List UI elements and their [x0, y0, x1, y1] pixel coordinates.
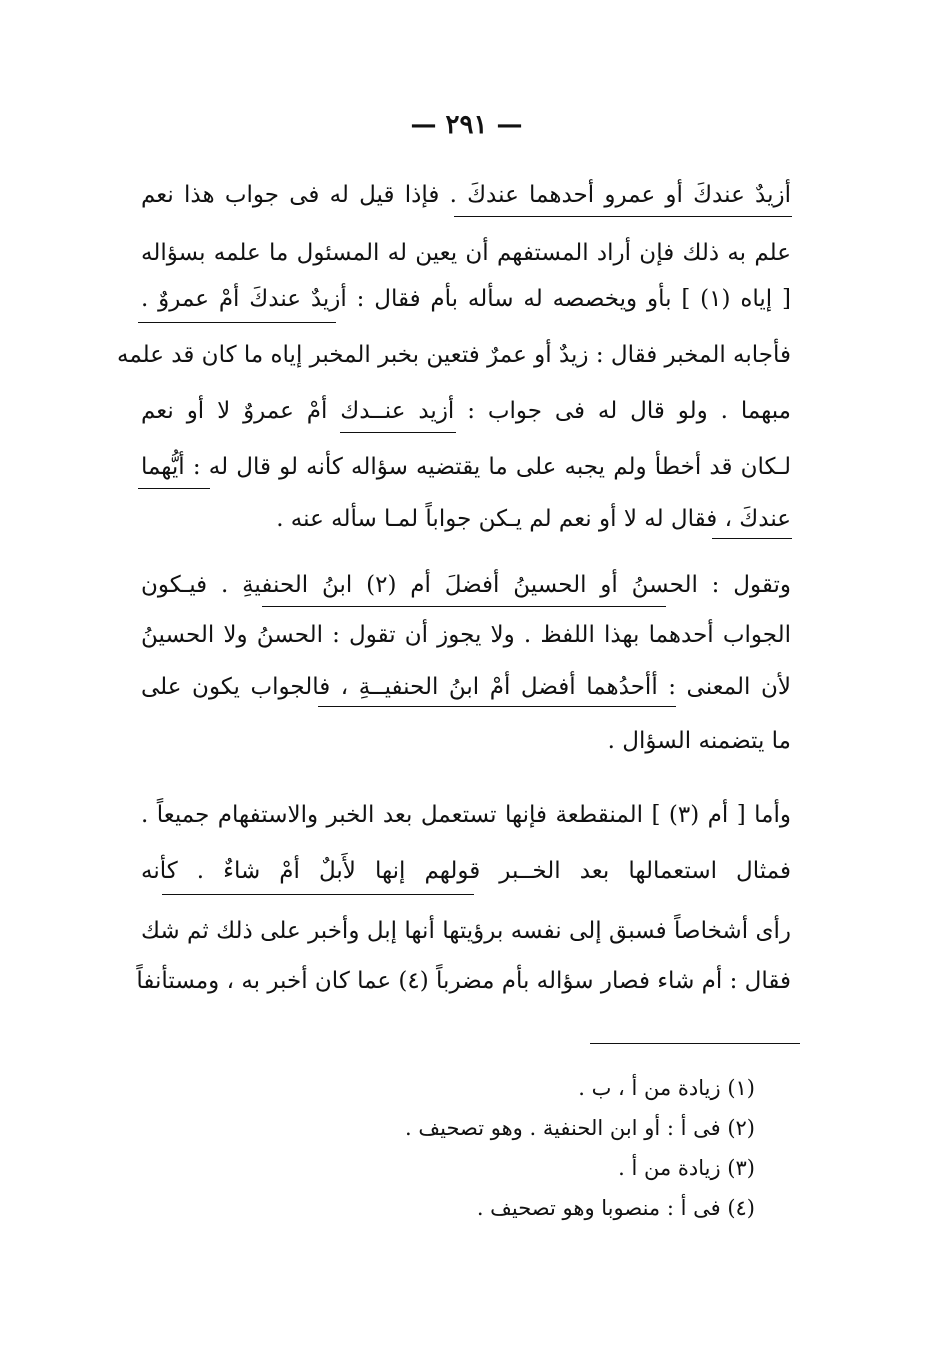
- underline-rule: [138, 488, 210, 489]
- text-line-10: لأن المعنى : أأحدُهما أفضل أمْ ابنُ الحنفيــةِ ، فالجواب يكون على: [141, 674, 791, 700]
- text-line-13: فمثال استعمالها بعد الخــبر قولهم إنها لأَبلٌ أمْ شاءٌ . كأنه: [141, 858, 791, 884]
- underline-rule: [138, 322, 336, 323]
- underline-rule: [162, 894, 474, 895]
- footnote-4: (٤) فى أ : منصوبا وهو تصحيف .: [476, 1196, 755, 1220]
- text-line-5: مبهما . ولو قال له فى جواب : أزيد عنــدك أمْ عمروٌ لا أو نعم: [141, 398, 791, 424]
- text-line-9: الجواب أحدهما بهذا اللفظ . ولا يجوز أن تقول : الحسنُ ولا الحسينُ: [141, 622, 791, 648]
- footnote-separator: [590, 1043, 800, 1044]
- text-line-2: علم به ذلك فإن أراد المستفهم أن يعين له المسئول ما علمه بسؤاله: [141, 240, 791, 266]
- underline-rule: [454, 216, 792, 217]
- text-line-12: وأما [ أم (٣) ] المنقطعة فإنها تستعمل بعد الخبر والاستفهام جميعاً .: [141, 802, 791, 828]
- text-line-15: فقال : أم شاء فصار سؤاله بأم مضرباً (٤) عما كان أخبر به ، ومستأنفاً: [136, 968, 791, 994]
- text-line-14: رأى أشخاصاً فسبق إلى نفسه برؤيتها أنها إبل وأخبر على ذلك ثم شك: [141, 918, 791, 944]
- underline-rule: [318, 706, 676, 707]
- text-line-7: عندكَ ، فقال له لا أو نعم لم يـكن جواباً لمـا سأله عنه .: [276, 506, 791, 532]
- page-number: — ٢٩١ —: [410, 110, 523, 140]
- text-line-6: لـكان قد أخطأ ولم يجبه على ما يقتضيه سؤاله كأنه لو قال له : أيُّهما: [141, 454, 791, 480]
- footnote-3: (٣) زيادة من أ .: [618, 1156, 755, 1180]
- text-line-4: فأجابه المخبر فقال : زيدٌ أو عمرٌ فتعين بخبر المخبر إياه ما كان قد علمه: [117, 342, 791, 368]
- text-line-11: ما يتضمنه السؤال .: [607, 728, 791, 754]
- text-line-8: وتقول : الحسنُ أو الحسينُ أفضلَ أم (٢) ابنُ الحنفيةِ . فيـكون: [141, 572, 791, 598]
- underline-rule: [340, 432, 456, 433]
- text-line-3: [ إياه (١) ] بأو ويخصصه له سأله بأم فقال : أزيدٌ عندكَ أمْ عمروٌ .: [141, 286, 792, 312]
- footnote-2: (٢) فى أ : أو ابن الحنفية . وهو تصحيف .: [405, 1116, 755, 1140]
- underline-rule: [712, 538, 792, 539]
- underline-rule: [262, 606, 666, 607]
- text-line-1: أزيدٌ عندكَ أو عمرو أحدهما عندكَ . فإذا قيل له فى جواب هذا نعم: [141, 182, 791, 208]
- footnote-1: (١) زيادة من أ ، ب .: [578, 1076, 755, 1100]
